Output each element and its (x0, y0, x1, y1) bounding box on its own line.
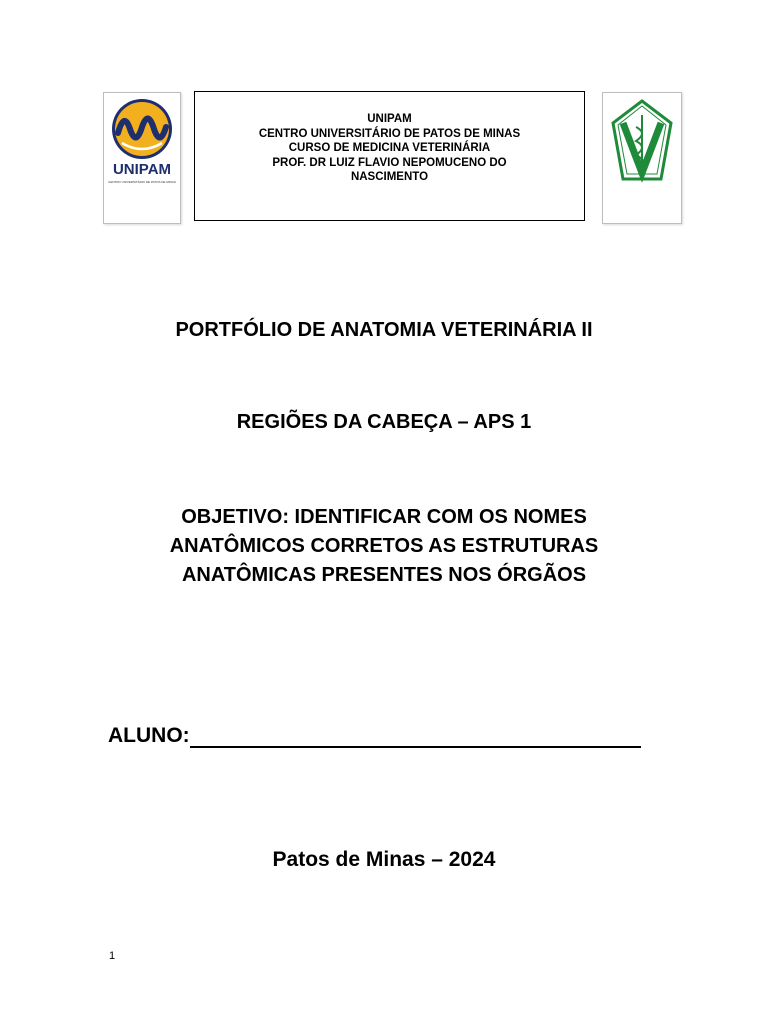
student-label: ALUNO: (108, 724, 190, 747)
place-date: Patos de Minas – 2024 (272, 848, 496, 871)
portfolio-title: PORTFÓLIO DE ANATOMIA VETERINÁRIA II (175, 319, 593, 341)
page-number: 1 (109, 950, 116, 962)
header-line-university: CENTRO UNIVERSITÁRIO DE PATOS DE MINAS (258, 127, 521, 140)
institution-header (194, 91, 585, 221)
unipam-logo-text: UNIPAM (112, 161, 172, 178)
objective-line: ANATÔMICOS CORRETOS AS ESTRUTURAS (169, 535, 599, 557)
veterinary-logo (602, 92, 682, 224)
header-line-professor-cont: NASCIMENTO (350, 171, 429, 183)
student-name-blank (190, 724, 641, 748)
header-line-institution: UNIPAM (367, 113, 412, 125)
objective-line: ANATÔMICAS PRESENTES NOS ÓRGÃOS (181, 564, 587, 586)
veterinary-emblem-icon (603, 93, 681, 223)
unipam-logo-tagline: CENTRO UNIVERSITÁRIO DE PATOS DE MINAS (108, 180, 176, 184)
regions-title: REGIÕES DA CABEÇA – APS 1 (236, 411, 532, 433)
unipam-logo (103, 92, 181, 224)
header-line-course: CURSO DE MEDICINA VETERINÁRIA (288, 142, 491, 154)
student-field (108, 724, 641, 748)
objective-text (0, 503, 768, 590)
header-line-professor: PROF. DR LUIZ FLAVIO NEPOMUCENO DO (272, 156, 507, 169)
unipam-emblem-icon (104, 93, 180, 223)
objective-line: OBJETIVO: IDENTIFICAR COM OS NOMES (181, 506, 587, 528)
